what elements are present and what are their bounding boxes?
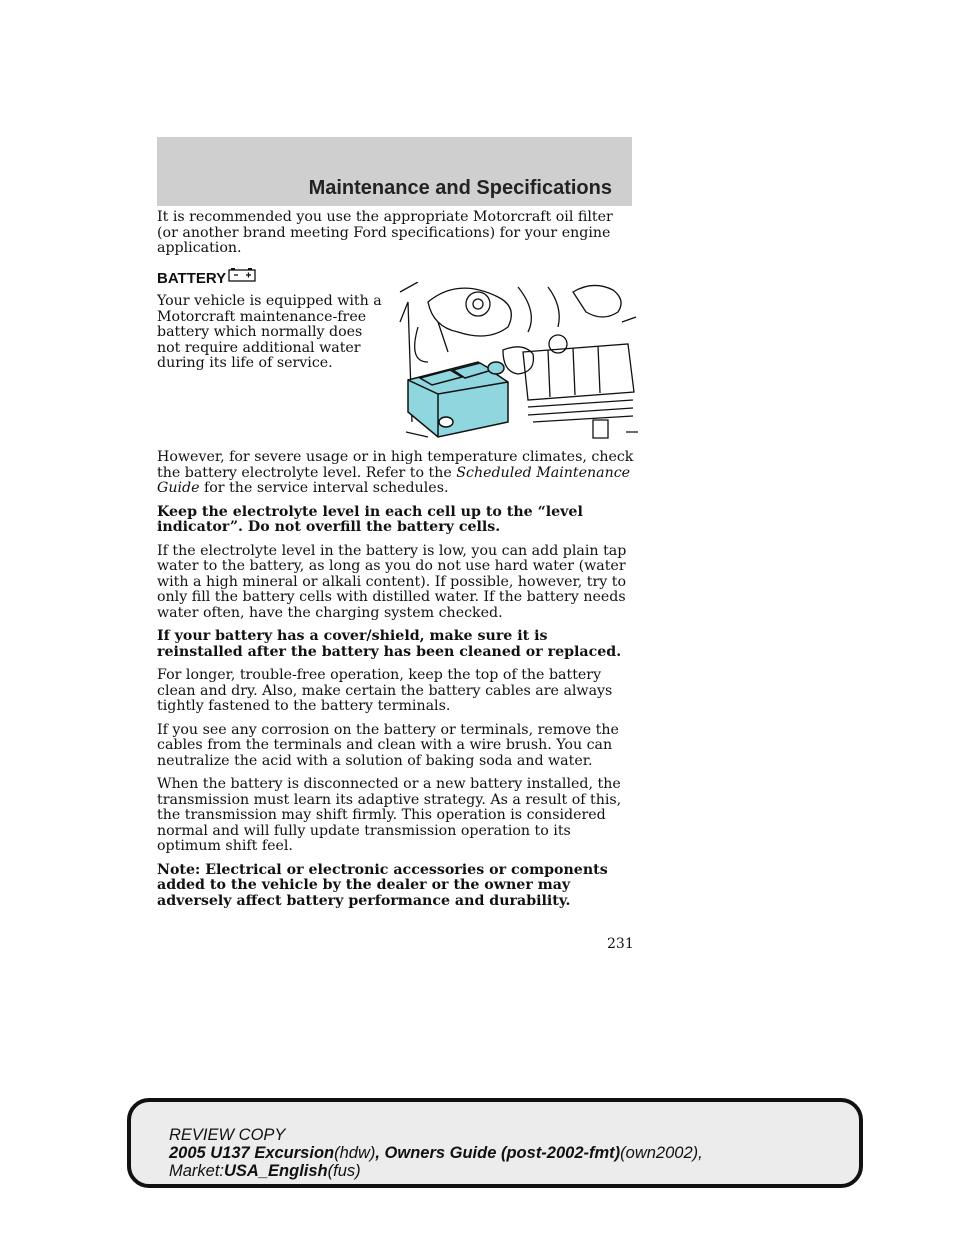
severe-usage-paragraph <box>157 450 635 497</box>
disconnected-paragraph: When the battery is disconnected or a new battery installed, the transmission must learn its adaptive strategy. As a result of this, the transmission may shift firmly. This operation is considered normal and will fully update transmission operation to its optimum shift feel. <box>157 776 622 854</box>
market-label: Market: <box>169 1162 225 1180</box>
clean-top-paragraph: For longer, trouble-free operation, keep the top of the battery clean and dry. Also, make certain the battery cables are always tightly fastened to the battery terminals. <box>157 667 613 714</box>
section-title: Maintenance and Specifications <box>308 177 612 199</box>
document-identifier <box>169 1144 703 1162</box>
accessories-note: Note: Electrical or electronic accessories or components added to the vehicle by the dealer or the owner may adversely affect battery performance and durability. <box>157 861 608 909</box>
review-copy-label: REVIEW COPY <box>169 1126 286 1144</box>
guide-code: (own2002), <box>620 1144 703 1162</box>
battery-icon <box>228 268 256 282</box>
guide-name: , Owners Guide (post-2002-fmt) <box>375 1144 621 1162</box>
engine-battery-illustration <box>398 282 638 440</box>
market-value: USA_English <box>224 1162 328 1180</box>
battery-heading-label: BATTERY <box>157 269 227 287</box>
page-number: 231 <box>607 936 634 952</box>
battery-intro: Your vehicle is equipped with a Motorcraft maintenance-free battery which normally does not require additional water during its life of service. <box>157 293 382 371</box>
maintenance-guide-reference: Scheduled Maintenance Guide <box>157 464 631 496</box>
model-code: (hdw) <box>334 1144 376 1162</box>
market-code: (fus) <box>327 1162 361 1180</box>
cover-warning: If your battery has a cover/shield, make sure it is reinstalled after the battery has been cleaned or replaced. <box>157 628 622 660</box>
model-name: 2005 U137 Excursion <box>169 1144 335 1162</box>
severe-usage-after: for the service interval schedules. <box>204 480 449 496</box>
corrosion-paragraph: If you see any corrosion on the battery or terminals, remove the cables from the terminals and clean with a wire brush. You can neutralize the acid with a solution of baking soda and water. <box>157 721 619 769</box>
review-copy-text <box>169 1126 703 1180</box>
oil-filter-paragraph: It is recommended you use the appropriate Motorcraft oil filter (or another brand meeting Ford specifications) for your engine application. <box>157 209 613 256</box>
battery-intro-row <box>157 294 635 440</box>
header-band <box>157 137 632 206</box>
market-line <box>169 1162 703 1180</box>
electrolyte-warning: Keep the electrolyte level in each cell up to the “level indicator”. Do not overfill the battery cells. <box>157 503 583 535</box>
review-copy-footer <box>127 1098 863 1188</box>
page-content <box>157 210 635 917</box>
severe-usage-before: However, for severe usage or in high temperature climates, check the battery electrolyte level. Refer to the <box>157 449 634 481</box>
low-electrolyte-paragraph: If the electrolyte level in the battery is low, you can add plain tap water to the battery, as long as you do not use hard water (water with a high mineral or alkali content). If possible, however, try to only fill the battery cells with distilled water. If the battery needs water often, have the charging system checked. <box>157 542 627 621</box>
